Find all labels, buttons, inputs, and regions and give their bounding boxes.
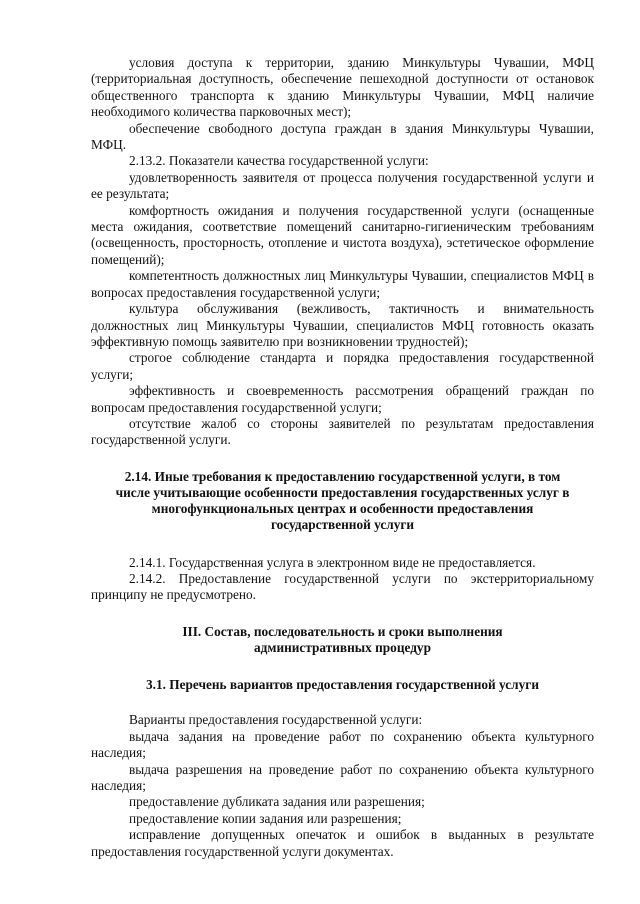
paragraph-variant-correction: исправление допущенных опечаток и ошибок в выданных в результате предоставления государственной услуги документах. — [91, 827, 594, 859]
paragraph-no-complaints: отсутствие жалоб со стороны заявителей по результатам предоставления государственной услуги. — [91, 415, 594, 448]
heading-section-3 — [91, 624, 594, 656]
heading-section-3-line-1: III. Состав, последовательность и сроки выполнения — [182, 623, 503, 639]
paragraph-competence: компетентность должностных лиц Минкультуры Чувашии, специалистов МФЦ в вопросах предоставления государственной услуги; — [91, 268, 594, 300]
paragraph-variant-copy: предоставление копии задания или разрешения; — [129, 810, 402, 826]
paragraph-standard-compliance: строгое соблюдение стандарта и порядка предоставления государственной услуги; — [91, 350, 594, 382]
heading-2-14 — [91, 469, 594, 534]
spacer — [91, 604, 594, 624]
paragraph-satisfaction: удовлетворенность заявителя от процесса получения государственной услуги и ее результата; — [91, 169, 594, 202]
paragraph-efficiency: эффективность и своевременность рассмотрения обращений граждан по вопросам предоставления государственной услуги; — [91, 383, 594, 415]
heading-2-14-line-4: государственной услуги — [270, 517, 415, 533]
spacer — [91, 693, 594, 712]
paragraph-variant-task: выдача задания на проведение работ по сохранению объекта культурного наследия; — [91, 728, 594, 761]
paragraph-service-culture: культура обслуживания (вежливость, тактичность и внимательность должностных лиц Минкультуры Чувашии, специалистов МФЦ готовность оказать эффективную помощь заявителю при возникновении трудностей); — [91, 301, 594, 349]
paragraph-comfort: комфортность ожидания и получения государственной услуги (оснащенные места ожидания, соответствие помещений санитарно-гигиеническим требованиям (освещенность, просторность, отопление и чистота воздуха), эстетическое оформление помещений); — [91, 202, 594, 267]
paragraph-free-access: обеспечение свободного доступа граждан в здания Минкультуры Чувашии, МФЦ. — [91, 120, 594, 153]
document-page — [91, 55, 594, 860]
heading-3-1: 3.1. Перечень вариантов предоставления государственной услуги — [146, 677, 539, 693]
paragraph-variant-permit: выдача разрешения на проведение работ по сохранению объекта культурного наследия; — [91, 761, 594, 794]
paragraph-variant-duplicate: предоставление дубликата задания или разрешения; — [129, 794, 425, 810]
heading-2-14-line-1: 2.14. Иные требования к предоставлению государственной услуги, в том — [124, 468, 561, 484]
spacer — [91, 534, 594, 555]
heading-2-14-line-2: числе учитывающие особенности предоставления государственных услуг в — [115, 484, 570, 500]
paragraph-access-conditions: условия доступа к территории, зданию Минкультуры Чувашии, МФЦ (территориальная доступность, обеспечение пешеходной доступности от остановок общественного транспорта к зданию Минкультуры Чувашии, МФЦ наличие необходимого количества парковочных мест); — [91, 55, 594, 120]
heading-section-3-line-2: административных процедур — [254, 639, 431, 655]
spacer — [91, 656, 594, 677]
heading-2-14-line-3: многофункциональных центрах и особенности предоставления — [151, 501, 534, 517]
paragraph-variants-intro: Варианты предоставления государственной услуги: — [129, 712, 423, 728]
spacer — [91, 449, 594, 469]
paragraph-2-14-2: 2.14.2. Предоставление государственной услуги по экстерриториальному принципу не предусмотрено. — [91, 570, 594, 603]
paragraph-2-14-1: 2.14.1. Государственная услуга в электронном виде не предоставляется. — [129, 554, 536, 570]
paragraph-2-13-2: 2.13.2. Показатели качества государственной услуги: — [129, 153, 429, 169]
